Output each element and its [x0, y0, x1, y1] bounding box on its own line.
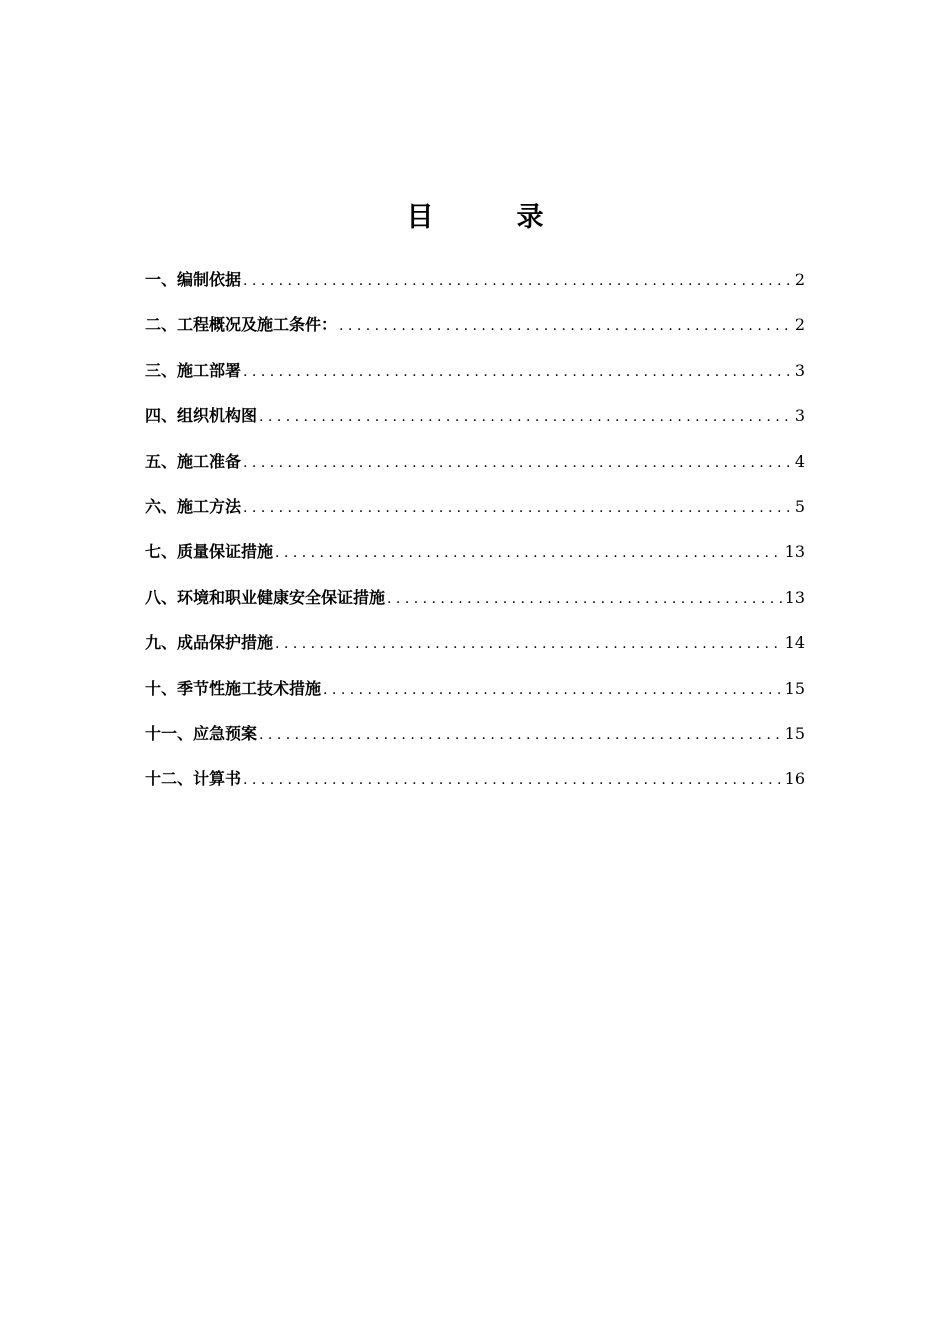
toc-entry-9[interactable] — [145, 625, 805, 670]
toc-entry-label: 十一、应急预案 — [145, 723, 258, 743]
toc-entry-page-number: 5 — [794, 496, 805, 516]
toc-entry-page-number: 4 — [794, 451, 805, 471]
dot-leader — [387, 582, 782, 617]
toc-entry-label: 八、环境和职业健康安全保证措施 — [145, 587, 386, 607]
toc-entry-label: 七、质量保证措施 — [145, 542, 274, 562]
dot-leader — [243, 446, 792, 481]
toc-entry-label: 二、工程概况及施工条件： — [145, 315, 338, 335]
toc-entry-11[interactable] — [145, 716, 805, 761]
toc-entry-label: 四、组织机构图 — [145, 406, 258, 426]
toc-entry-10[interactable] — [145, 671, 805, 716]
toc-entry-label: 六、施工方法 — [145, 496, 242, 516]
toc-entry-page-number: 15 — [784, 678, 805, 698]
dot-leader — [243, 763, 782, 798]
toc-entry-5[interactable] — [145, 444, 805, 489]
toc-entry-page-number: 3 — [794, 360, 805, 380]
dot-leader — [259, 400, 792, 435]
toc-entry-7[interactable] — [145, 534, 805, 579]
toc-entry-8[interactable] — [145, 580, 805, 625]
dot-leader — [275, 536, 782, 571]
toc-entry-label: 十二、计算书 — [145, 769, 242, 789]
dot-leader — [243, 355, 792, 390]
dot-leader — [275, 627, 782, 662]
toc-entry-label: 五、施工准备 — [145, 451, 242, 471]
toc-entry-page-number: 2 — [794, 315, 805, 335]
toc-entry-page-number: 13 — [784, 587, 805, 607]
toc-entry-2[interactable] — [145, 307, 805, 352]
toc-entry-3[interactable] — [145, 353, 805, 398]
toc-entry-page-number: 15 — [784, 723, 805, 743]
toc-entry-1[interactable] — [145, 262, 805, 307]
toc-entry-4[interactable] — [145, 398, 805, 443]
table-of-contents — [145, 262, 805, 807]
dot-leader — [243, 491, 792, 526]
toc-title: 目 录 — [406, 202, 572, 233]
dot-leader — [259, 718, 782, 753]
dot-leader — [339, 309, 792, 344]
toc-entry-page-number: 2 — [794, 270, 805, 289]
toc-entry-label: 十、季节性施工技术措施 — [145, 678, 322, 698]
toc-entry-label: 九、成品保护措施 — [145, 633, 274, 653]
toc-entry-6[interactable] — [145, 489, 805, 534]
toc-entry-page-number: 3 — [794, 406, 805, 426]
toc-entry-label: 一、编制依据 — [145, 270, 242, 289]
toc-entry-12[interactable] — [145, 761, 805, 806]
dot-leader — [323, 673, 782, 708]
toc-entry-page-number: 16 — [784, 769, 805, 789]
toc-entry-label: 三、施工部署 — [145, 360, 242, 380]
toc-entry-page-number: 14 — [784, 633, 805, 653]
dot-leader — [243, 264, 792, 299]
toc-entry-page-number: 13 — [784, 542, 805, 562]
